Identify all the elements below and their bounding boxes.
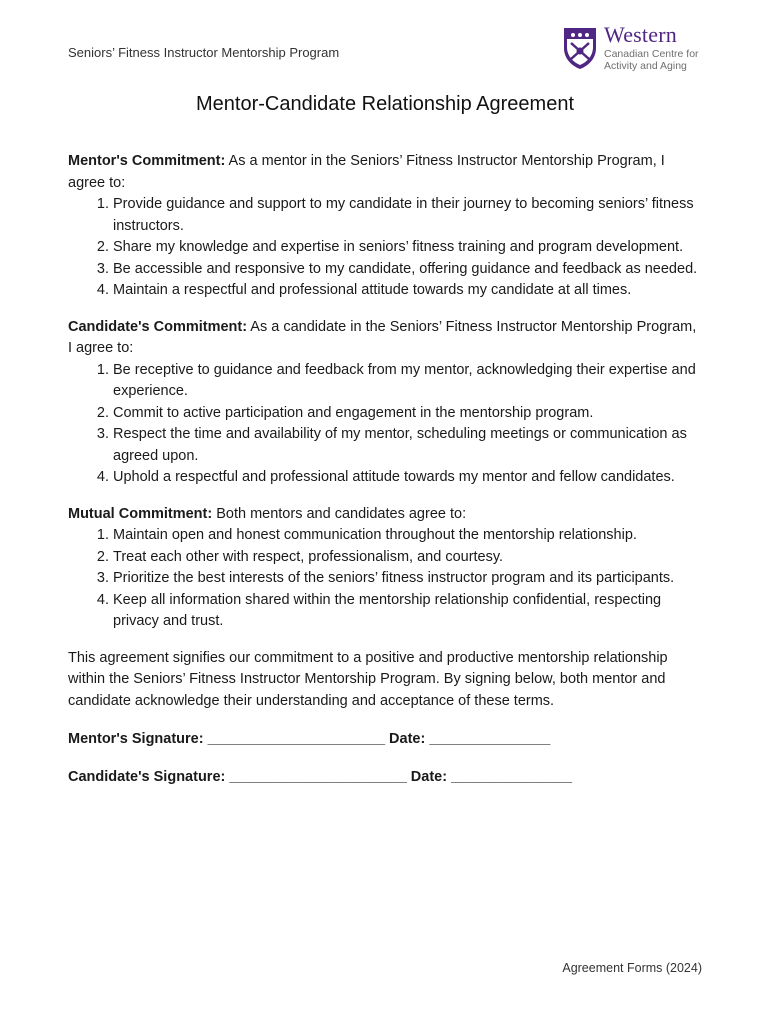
section-intro-text: As a mentor in the Seniors’ Fitness Instructor Mentorship Program, I agree to: — [68, 153, 665, 191]
footer-text: Agreement Forms (2024) — [562, 961, 702, 975]
list-item: 4. Uphold a respectful and professional attitude towards my mentor and fellow candidates. — [113, 467, 698, 489]
mentor-signature-line[interactable]: Mentor's Signature: ______________________ Date: _______________ — [68, 731, 551, 747]
list-item: 4. Maintain a respectful and professional attitude towards my candidate at all times. — [113, 280, 698, 302]
section-intro — [68, 504, 698, 526]
list-item: 2. Treat each other with respect, professionalism, and courtesy. — [113, 547, 698, 569]
mutual-commitment-section — [68, 504, 698, 633]
section-intro-text: Both mentors and candidates agree to: — [212, 505, 467, 522]
logo-name: Western — [604, 22, 677, 47]
list-item: 3. Prioritize the best interests of the seniors’ fitness instructor program and its participants. — [113, 568, 698, 590]
list-item: 1. Provide guidance and support to my candidate in their journey to becoming seniors’ fitness instructors. — [113, 194, 698, 237]
header-program-name: Seniors’ Fitness Instructor Mentorship Program — [68, 45, 340, 60]
candidate-commitment-section — [68, 317, 698, 489]
logo-subtitle-line-2: Activity and Aging — [604, 60, 687, 72]
section-heading: Candidate's Commitment: — [68, 318, 248, 335]
document-body — [68, 151, 698, 804]
logo-subtitle — [604, 48, 714, 72]
list-item: 1. Maintain open and honest communication throughout the mentorship relationship. — [113, 525, 698, 547]
page-title: Mentor-Candidate Relationship Agreement — [196, 93, 574, 115]
list-item: 2. Commit to active participation and engagement in the mentorship program. — [113, 403, 698, 425]
list-item: 2. Share my knowledge and expertise in seniors’ fitness training and program development. — [113, 237, 698, 259]
logo-subtitle-line-1: Canadian Centre for — [604, 48, 699, 60]
list-item: 3. Respect the time and availability of my mentor, scheduling meetings or communication as agreed upon. — [113, 424, 698, 467]
section-intro-text: As a candidate in the Seniors’ Fitness Instructor Mentorship Program, I agree to: — [68, 318, 697, 356]
commitment-list — [68, 360, 698, 489]
list-item: 4. Keep all information shared within the mentorship relationship confidential, respecting privacy and trust. — [113, 590, 698, 633]
candidate-signature-line[interactable]: Candidate's Signature: ______________________ Date: _______________ — [68, 768, 573, 785]
commitment-list — [68, 525, 698, 633]
western-logo — [562, 22, 712, 74]
mentor-commitment-section — [68, 151, 698, 302]
commitment-list — [68, 194, 698, 302]
list-item: 1. Be receptive to guidance and feedback from my mentor, acknowledging their expertise and experience. — [113, 360, 698, 403]
list-item: 3. Be accessible and responsive to my candidate, offering guidance and feedback as needed. — [113, 259, 698, 281]
closing-statement: This agreement signifies our commitment to a positive and productive mentorship relationship within the Seniors’ Fitness Instructor Mentorship Program. By signing below, both mentor and candidate acknowledge their understanding and acceptance of these terms. — [68, 649, 668, 709]
section-heading: Mutual Commitment: — [68, 505, 213, 522]
section-intro — [68, 317, 698, 360]
section-intro — [68, 151, 698, 194]
section-heading: Mentor's Commitment: — [68, 153, 226, 169]
shield-crest-icon — [562, 26, 598, 70]
